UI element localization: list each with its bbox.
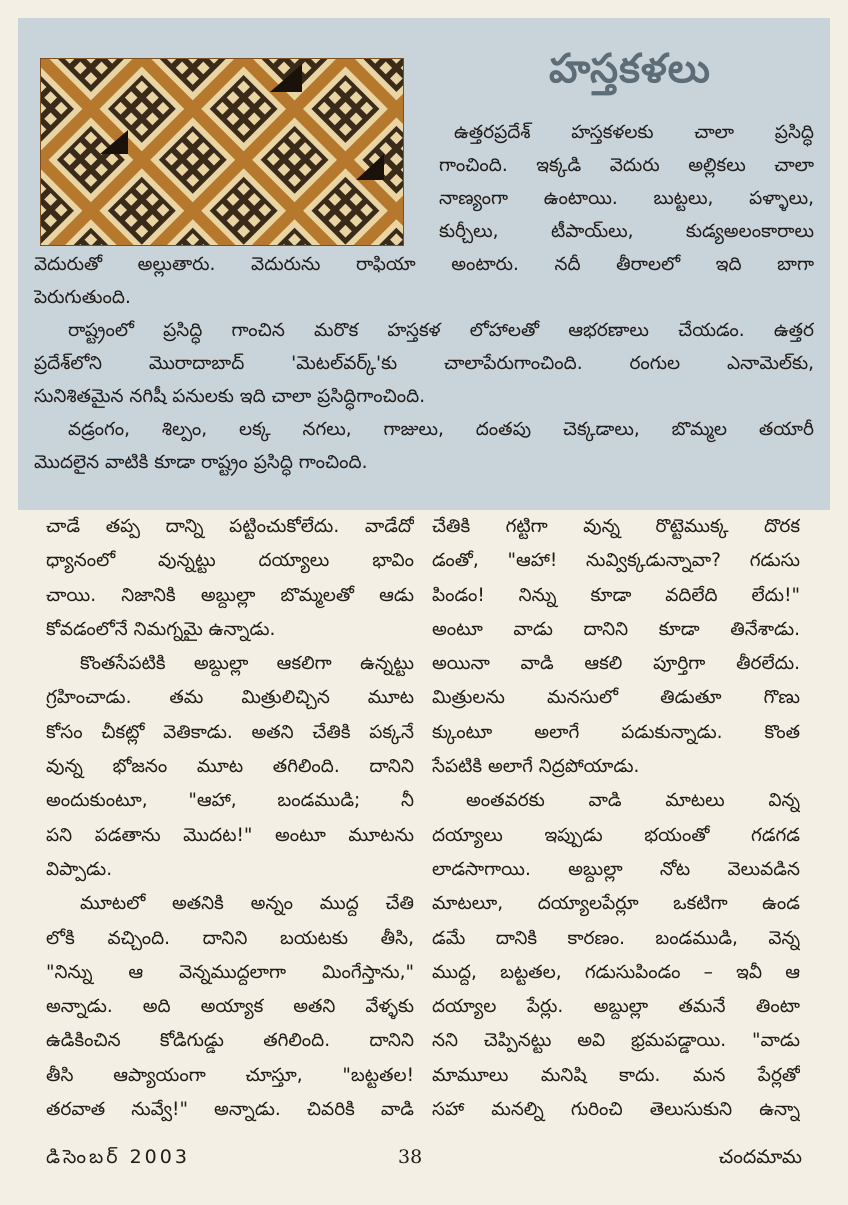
story-line: చేతికి గట్టిగా వున్న రొట్టెముక్క దొరక xyxy=(432,516,800,537)
box-line: మొదలైన వాటికి కూడా రాష్ట్రం ప్రసిద్ధి గాంచింది. xyxy=(34,452,368,473)
story-line: అయినా వాడి ఆకలి పూర్తిగా తీరలేదు. xyxy=(432,653,800,675)
issue-date: డిసెంబర్ 2003 xyxy=(46,1146,190,1168)
story-line: అన్నాడు. అది అయ్యాక అతని వేళ్ళకు xyxy=(46,996,414,1018)
story-line: డమే దానికి కారణం. బండముడి, వెన్న xyxy=(432,927,800,949)
story-line: లోకి వచ్చింది. దానిని బయటకు తీసి, xyxy=(46,927,414,949)
story-line: లాడసాగాయి. అబ్దుల్లా నోట వెలువడిన xyxy=(432,858,800,880)
left-column xyxy=(46,510,414,1127)
story-line: ధ్యానంలో వున్నట్టు దయ్యాలు భావిం xyxy=(46,550,414,572)
box-line: నాణ్యంగా ఉంటాయి. బుట్టలు, పళ్ళాలు, xyxy=(439,188,814,209)
box-line: సునిశితమైన నగిషీ పనులకు ఇది చాలా ప్రసిద్ధిగాంచింది. xyxy=(34,386,426,407)
story-line: అంటూ వాడు దానిని కూడా తినేశాడు. xyxy=(432,618,800,640)
box-line: వెదురుతో అల్లుతారు. వెదురును రాఫియా అంటారు. నదీ తీరాలలో ఇది బాగా xyxy=(34,254,814,275)
story-line: డంతో, "ఆహా! నువ్విక్కడున్నావా? గడుసు xyxy=(432,550,800,572)
story-line: కొంతసేపటికి అబ్దుల్లా ఆకలిగా ఉన్నట్టు xyxy=(80,653,414,675)
story-line: అంతవరకు వాడి మాటలు విన్న xyxy=(466,790,800,812)
story-line: దయ్యాల పేర్లు. అబ్దుల్లా తమనే తింటా xyxy=(432,996,800,1018)
story-line: తరవాత నువ్వే!" అన్నాడు. చివరికి వాడి xyxy=(46,1099,414,1121)
story-line: విప్పాడు. xyxy=(46,858,113,880)
story-line: సహా మనల్ని గురించి తెలుసుకుని ఉన్నా xyxy=(432,1099,800,1121)
box-line: వడ్రంగం, శిల్పం, లక్క నగలు, గాజులు, దంతపు చెక్కడాలు, బొమ్మల తయారీ xyxy=(68,419,814,440)
story-line: కోవడంలోనే నిమగ్నమై ఉన్నాడు. xyxy=(46,618,276,640)
article-title: హస్తకళలు xyxy=(548,46,712,92)
box-line: పెరుగుతుంది. xyxy=(34,287,131,308)
story-line: చాడే తప్ప దాన్ని పట్టించుకోలేదు. వాడేదో xyxy=(46,516,414,537)
story-line: వున్న భోజనం మూట తగిలింది. దానిని xyxy=(46,756,414,778)
story-line: దయ్యాలు ఇప్పుడు భయంతో గడగడ xyxy=(432,824,800,846)
box-line: గాంచింది. ఇక్కడి వెదురు అల్లికలు చాలా xyxy=(439,155,814,176)
story-line: మాటలూ, దయ్యాలపేర్లూ ఒకటిగా ఉండ xyxy=(432,893,800,915)
story-line: పిండం! నిన్ను కూడా వదిలేది లేదు!" xyxy=(432,584,800,606)
page-number: 38 xyxy=(398,1146,423,1168)
page-footer xyxy=(0,1146,848,1176)
story-line: "నిన్ను ఆ వెన్నముద్దలాగా మింగేస్తాను," xyxy=(46,961,414,983)
magazine-name: చందమామ xyxy=(718,1146,802,1168)
right-column xyxy=(432,510,800,1127)
story-line: నని చెప్పినట్టు అవి భ్రమపడ్డాయి. "వాడు xyxy=(432,1030,800,1052)
story-line: కోసం చీకట్లో వెతికాడు. అతని చేతికి పక్కనే xyxy=(46,721,414,743)
story-line: మిత్రులను మనసులో తిడుతూ గొణు xyxy=(432,687,800,709)
story-line: పని పడతాను మొదట!" అంటూ మూటను xyxy=(46,824,414,846)
box-line: ఉత్తరప్రదేశ్ హస్తకళలకు చాలా ప్రసిద్ధి xyxy=(454,122,814,143)
story-line: మామూలు మనిషి కాదు. మన పేర్లతో xyxy=(432,1064,800,1086)
box-text xyxy=(34,116,814,479)
box-line: రాష్ట్రంలో ప్రసిద్ధి గాంచిన మరొక హస్తకళ లోహాలతో ఆభరణాలు చేయడం. ఉత్తర xyxy=(68,320,814,341)
story-line: అందుకుంటూ, "ఆహా, బండముడి; నీ xyxy=(46,790,414,812)
story-line: సేపటికి అలాగే నిద్రపోయాడు. xyxy=(432,756,640,778)
box-line: కుర్చీలు, టీపాయ్‌లు, కుడ్యఅలంకారాలు xyxy=(439,221,814,242)
story-line: మూటలో అతనికి అన్నం ముద్ద చేతి xyxy=(80,893,414,915)
story-line: చాయి. నిజానికి అబ్దుల్లా బొమ్మలతో ఆడు xyxy=(46,584,414,606)
story-line: తీసి ఆప్యాయంగా చూస్తూ, "బట్టతల! xyxy=(46,1064,414,1086)
story-line: ఉడికించిన కోడిగుడ్డు తగిలింది. దానిని xyxy=(46,1030,414,1052)
story-line: ముద్ద, బట్టతల, గడుసుపిండం – ఇవీ ఆ xyxy=(432,961,800,983)
box-line: ప్రదేశ్‌లోని మొరాదాబాద్ 'మెటల్‌వర్క్'కు చాలాపేరుగాంచింది. రంగుల ఎనామెల్‌కు, xyxy=(34,353,814,374)
story-line: గ్రహించాడు. తమ మిత్రులిచ్చిన మూట xyxy=(46,687,414,709)
story-line: క్కుంటూ అలాగే పడుకున్నాడు. కొంత xyxy=(432,721,800,743)
